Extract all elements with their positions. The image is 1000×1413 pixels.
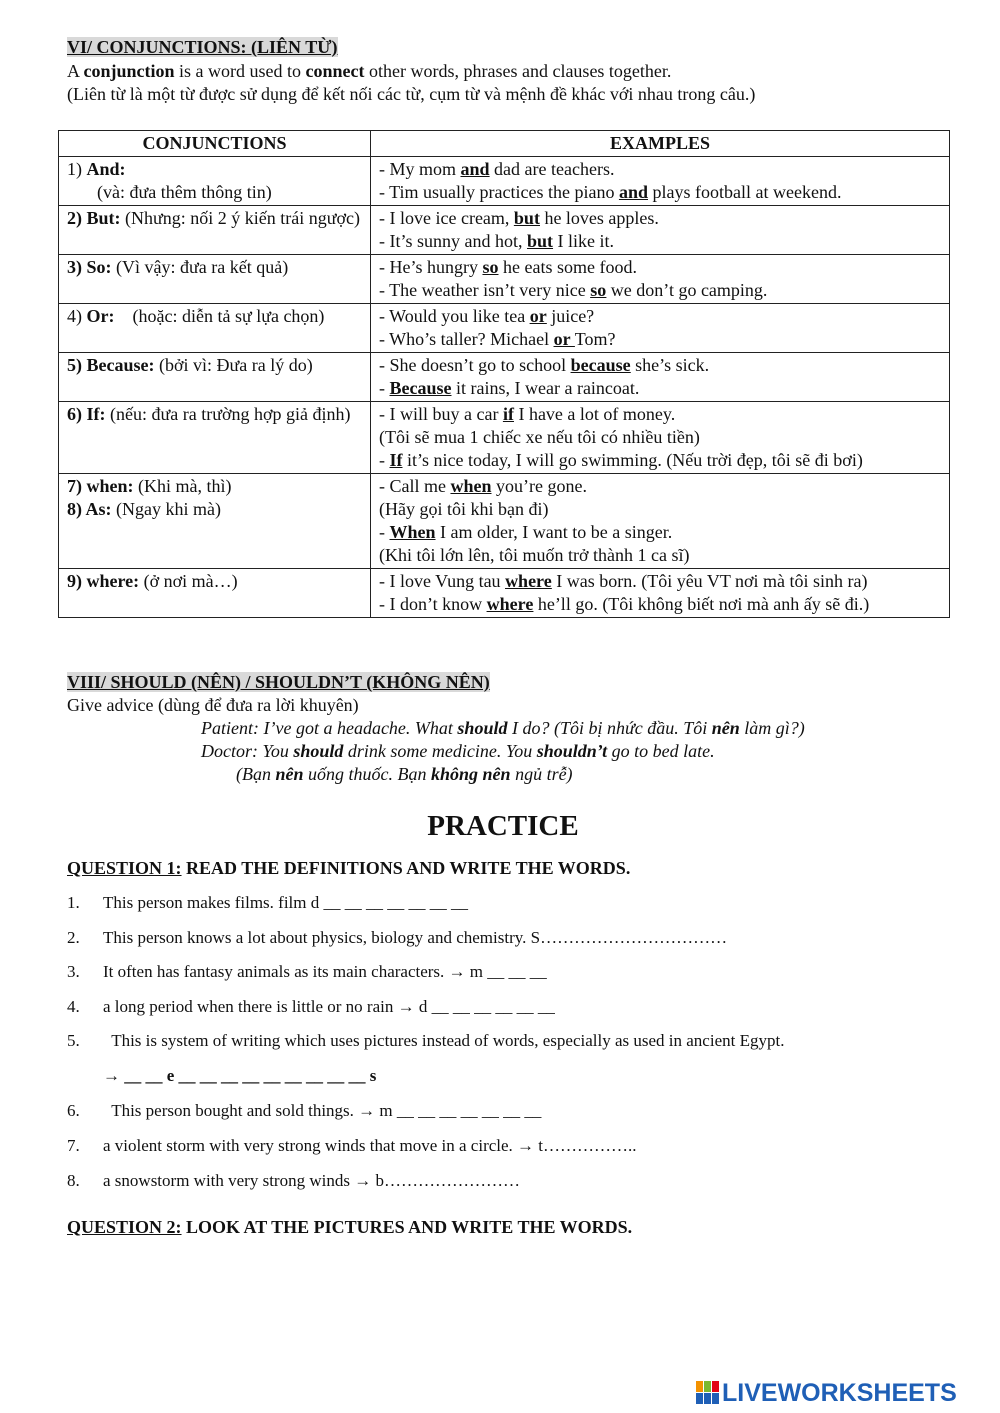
conjunctions-table bbox=[58, 130, 950, 618]
table-row bbox=[59, 255, 950, 304]
list-item: 2. This person knows a lot about physics, biology and chemistry. S…………………………… bbox=[67, 928, 728, 947]
conjunction-cell: 9) where: (ở nơi mà…) bbox=[59, 569, 371, 618]
section-6-intro-vi: (Liên từ là một từ được sử dụng để kết nối các từ, cụm từ và mệnh đề khác với nhau trong câu.) bbox=[67, 84, 756, 104]
list-item: 4. a long period when there is little or no rain → d __ __ __ __ __ __ bbox=[67, 997, 555, 1016]
table-row bbox=[59, 353, 950, 402]
table-row bbox=[59, 206, 950, 255]
conjunction-cell: 4) Or: (hoặc: diễn tả sự lựa chọn) bbox=[59, 304, 371, 353]
list-item: 6. This person bought and sold things. → m __ __ __ __ __ __ __ bbox=[67, 1101, 542, 1120]
conjunction-cell: 5) Because: (bởi vì: Đưa ra lý do) bbox=[59, 353, 371, 402]
table-row bbox=[59, 474, 950, 569]
list-item: 7. a violent storm with very strong winds that move in a circle. → t…………….. bbox=[67, 1136, 637, 1155]
conjunction-cell: 7) when: (Khi mà, thì) 8) As: (Ngay khi mà) bbox=[59, 474, 371, 569]
table-row bbox=[59, 402, 950, 474]
example-cell: - She doesn’t go to school because she’s sick. - Because it rains, I wear a raincoat. bbox=[371, 353, 950, 402]
table-row bbox=[59, 569, 950, 618]
question-1-heading: QUESTION 1: READ THE DEFINITIONS AND WRITE THE WORDS. bbox=[67, 858, 631, 878]
conjunction-cell: 1) And: (và: đưa thêm thông tin) bbox=[59, 157, 371, 206]
liveworksheets-logo-text: LIVEWORKSHEETS bbox=[722, 1378, 957, 1407]
example-cell: - Call me when you’re gone. (Hãy gọi tôi khi bạn đi) - When I am older, I want to be a singer. (Khi tôi lớn lên, tôi muốn trở thành 1 ca sĩ) bbox=[371, 474, 950, 569]
practice-title: PRACTICE bbox=[427, 810, 579, 842]
example-cell: - I will buy a car if I have a lot of money. (Tôi sẽ mua 1 chiếc xe nếu tôi có nhiều tiền) - If it’s nice today, I will go swimming. (Nếu trời đẹp, tôi sẽ đi bơi) bbox=[371, 402, 950, 474]
section-8-intro: Give advice (dùng để đưa ra lời khuyên) bbox=[67, 695, 359, 715]
table-row bbox=[59, 157, 950, 206]
question-2-heading: QUESTION 2: LOOK AT THE PICTURES AND WRITE THE WORDS. bbox=[67, 1217, 633, 1237]
conjunction-cell: 6) If: (nếu: đưa ra trường hợp giả định) bbox=[59, 402, 371, 474]
example-cell: - I love Vung tau where I was born. (Tôi yêu VT nơi mà tôi sinh ra) - I don’t know where he’ll go. (Tôi không biết nơi mà anh ấy sẽ đi.) bbox=[371, 569, 950, 618]
example-cell: - Would you like tea or juice? - Who’s taller? Michael or Tom? bbox=[371, 304, 950, 353]
section-6-heading-text: VI/ CONJUNCTIONS: (LIÊN TỪ) bbox=[67, 37, 338, 57]
section-6-title bbox=[67, 37, 338, 58]
example-cell: - He’s hungry so he eats some food. - The weather isn’t very nice so we don’t go camping. bbox=[371, 255, 950, 304]
table-row bbox=[59, 304, 950, 353]
section-8-heading-text: VIII/ SHOULD (NÊN) / SHOULDN’T (KHÔNG NÊN) bbox=[67, 672, 490, 692]
conjunction-cell: 3) So: (Vì vậy: đưa ra kết quả) bbox=[59, 255, 371, 304]
conjunction-cell: 2) But: (Nhưng: nối 2 ý kiến trái ngược) bbox=[59, 206, 371, 255]
doctor-line-vi: (Bạn nên uống thuốc. Bạn không nên ngủ trễ) bbox=[236, 764, 573, 784]
list-item: 8. a snowstorm with very strong winds → b…………………… bbox=[67, 1171, 520, 1190]
list-item: 5. This is system of writing which uses pictures instead of words, especially as used in ancient Egypt. bbox=[67, 1031, 785, 1050]
example-cell: - My mom and dad are teachers. - Tim usually practices the piano and plays football at weekend. bbox=[371, 157, 950, 206]
example-cell: - I love ice cream, but he loves apples. - It’s sunny and hot, but I like it. bbox=[371, 206, 950, 255]
patient-line: Patient: I’ve got a headache. What should I do? (Tôi bị nhức đầu. Tôi nên làm gì?) bbox=[201, 718, 805, 738]
list-item: 1. This person makes films. film d __ __ __ __ __ __ __ bbox=[67, 893, 469, 912]
liveworksheets-logo-icon bbox=[696, 1381, 720, 1405]
table-header-row bbox=[59, 131, 950, 157]
header-examples: EXAMPLES bbox=[371, 131, 950, 157]
doctor-line: Doctor: You should drink some medicine. You shouldn’t go to bed late. bbox=[201, 741, 715, 761]
section-6-intro: A conjunction is a word used to connect other words, phrases and clauses together. bbox=[67, 61, 672, 81]
header-conjunctions: CONJUNCTIONS bbox=[59, 131, 371, 157]
list-item-answer-line: → __ __ e __ __ __ __ __ __ __ __ __ s bbox=[103, 1066, 377, 1085]
liveworksheets-logo[interactable] bbox=[696, 1378, 957, 1408]
list-item: 3. It often has fantasy animals as its main characters. → m __ __ __ bbox=[67, 962, 547, 981]
section-8-title bbox=[67, 672, 490, 693]
